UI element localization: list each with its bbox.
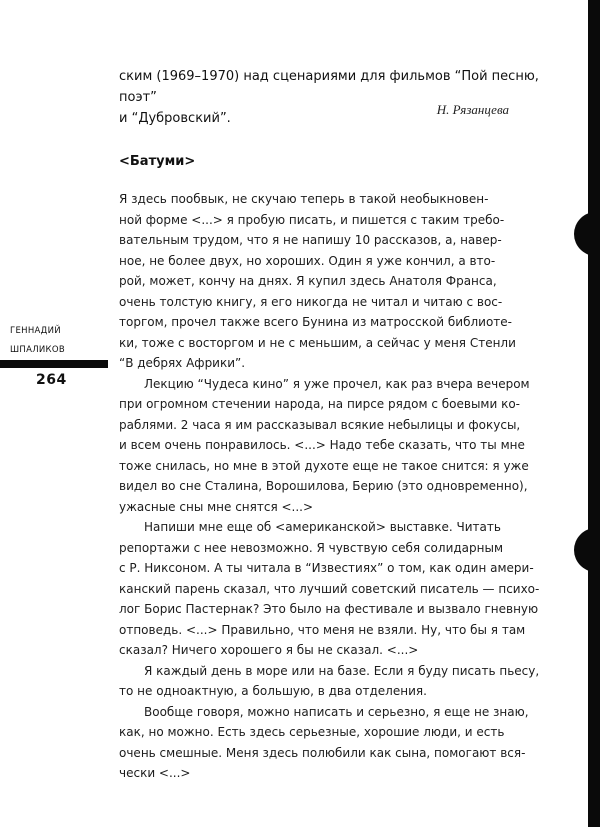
body-line: ное, не более двух, но хороших. Один я уже кончил, а вто- xyxy=(119,253,496,268)
body-line: чески <...> xyxy=(119,766,191,780)
body-line: Лекцию “Чудеса кино” я уже прочел, как раз вчера вечером xyxy=(144,376,530,391)
body-line: тоже снилась, но мне в этой духоте еще не такое снится: я уже xyxy=(119,458,529,473)
body-line: сказал? Ничего хорошего я бы не сказал. <...> xyxy=(119,643,419,657)
body-line: Я каждый день в море или на базе. Если я буду писать пьесу, xyxy=(144,663,540,678)
body-line: рой, может, кончу на днях. Я купил здесь Анатоля Франса, xyxy=(119,274,497,288)
body-line: то не одноактную, а большую, в два отделения. xyxy=(119,684,427,698)
page-thumb-tab xyxy=(574,528,600,572)
running-head-lastname: ШПАЛИКОВ xyxy=(10,345,66,355)
running-head xyxy=(10,322,90,360)
body-line: торгом, прочел также всего Бунина из матросской библиоте- xyxy=(119,315,513,329)
page-edge-bar xyxy=(588,0,600,827)
folio-rule xyxy=(0,360,108,368)
body-line: вательным трудом, что я не напишу 10 рассказов, а, навер- xyxy=(119,233,502,247)
previous-entry-line: ским (1969–1970) над сценариями для фильмов “Пой песню, поэт” xyxy=(119,69,539,105)
running-head-firstname: ГЕННАДИЙ xyxy=(10,326,61,336)
body-line: лог Борис Пастернак? Это было на фестивале и вызвало гневную xyxy=(119,602,539,616)
body-line: “В дебрях Африки”. xyxy=(119,356,246,370)
body-line: канский парень сказал, что лучший советский писатель — психо- xyxy=(119,581,540,596)
body-line: и всем очень понравилось. <...> Надо тебе сказать, что ты мне xyxy=(119,438,525,452)
body-line: ужасные сны мне снятся <...> xyxy=(119,499,314,514)
body-line: видел во сне Сталина, Ворошилова, Берию (это одновременно), xyxy=(119,479,528,493)
body-line: ной форме <...> я пробую писать, и пишется с таким требо- xyxy=(119,212,505,227)
body-line: репортажи с нее невозможно. Я чувствую себя солидарным xyxy=(119,540,504,555)
body-line: с Р. Никсоном. А ты читала в “Известиях” о том, как один амери- xyxy=(119,561,534,575)
body-line: при огромном стечении народа, на пирсе рядом с боевыми ко- xyxy=(119,397,521,411)
body-line: очень смешные. Меня здесь полюбили как сына, помогают вся- xyxy=(119,745,526,760)
body-line: Я здесь пообвык, не скучаю теперь в такой необыкновен- xyxy=(119,192,489,206)
previous-entry-line: и “Дубровский”. xyxy=(119,111,231,126)
author-signature: Н. Рязанцева xyxy=(436,102,509,117)
section-heading: <Батуми> xyxy=(119,154,196,169)
body-line: Вообще говоря, можно написать и серьезно, я еще не знаю, xyxy=(144,704,529,719)
body-line: ки, тоже с восторгом и не с меньшим, а сейчас у меня Стенли xyxy=(119,335,516,350)
page-thumb-tab xyxy=(574,212,600,256)
body-line: раблями. 2 часа я им рассказывал всякие небылицы и фокусы, xyxy=(119,417,521,432)
body-line: очень толстую книгу, я его никогда не читал и читаю с вос- xyxy=(119,294,503,309)
body-line: отповедь. <...> Правильно, что меня не взяли. Ну, что бы я там xyxy=(119,622,526,637)
body-line: как, но можно. Есть здесь серьезные, хорошие люди, и есть xyxy=(119,725,505,739)
letter-body xyxy=(119,189,559,784)
body-line: Напиши мне еще об <американской> выставке. Читать xyxy=(144,520,501,534)
page-number: 264 xyxy=(36,372,67,388)
